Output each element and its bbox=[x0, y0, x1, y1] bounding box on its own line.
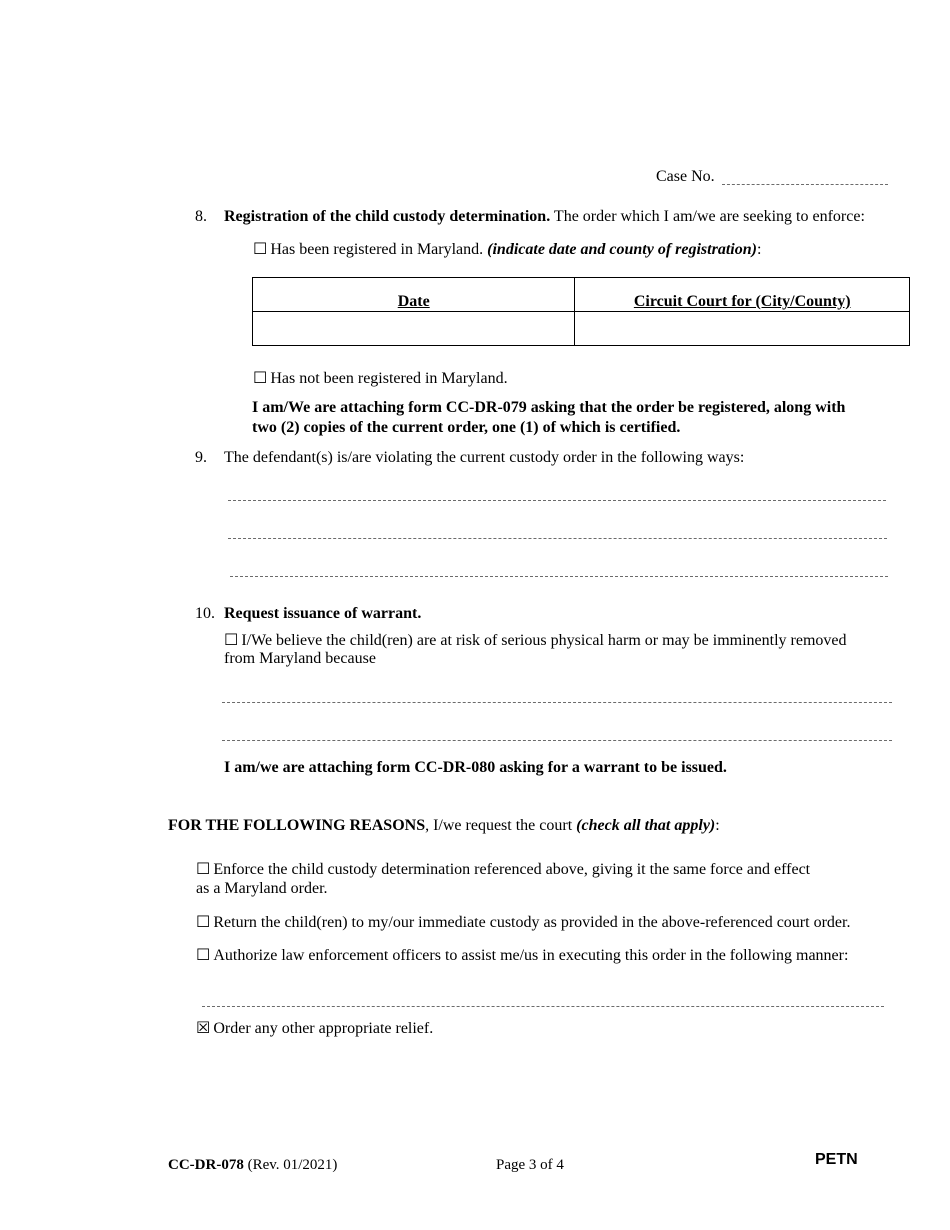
registration-table bbox=[252, 277, 910, 346]
enforce-checkbox[interactable]: ☐ bbox=[196, 859, 211, 878]
reasons-colon: : bbox=[715, 817, 720, 834]
case-number-label bbox=[656, 168, 715, 186]
warrant-risk-line2: from Maryland because bbox=[224, 650, 376, 667]
reasons-heading bbox=[168, 817, 720, 835]
violation-line-3[interactable] bbox=[230, 576, 888, 577]
case-number-field[interactable] bbox=[722, 184, 888, 185]
registration-court-cell[interactable] bbox=[575, 312, 910, 346]
enforce-line2: as a Maryland order. bbox=[196, 880, 328, 897]
attach-079-note-line2: two (2) copies of the current order, one (1) of which is certified. bbox=[252, 419, 681, 436]
section-8-number: 8. bbox=[195, 208, 207, 225]
reasons-heading-text: , I/we request the court bbox=[425, 817, 577, 834]
warrant-risk-checkbox[interactable]: ☐ bbox=[224, 630, 239, 649]
return-option[interactable] bbox=[196, 912, 850, 932]
violation-line-2[interactable] bbox=[228, 538, 887, 539]
authorize-manner-line[interactable] bbox=[202, 1006, 884, 1007]
enforce-option[interactable] bbox=[196, 859, 810, 879]
section-9-number: 9. bbox=[195, 449, 207, 466]
section-10-number: 10. bbox=[195, 605, 215, 622]
not-registered-checkbox[interactable]: ☐ bbox=[253, 368, 268, 387]
page-number: Page 3 of 4 bbox=[496, 1157, 564, 1173]
registered-instruction: (indicate date and county of registration) bbox=[487, 241, 757, 258]
authorize-label: Authorize law enforcement officers to assist me/us in executing this order in the following manner: bbox=[213, 947, 849, 964]
section-8-heading bbox=[224, 208, 865, 226]
reasons-instruction: (check all that apply) bbox=[576, 817, 716, 834]
return-checkbox[interactable]: ☐ bbox=[196, 912, 211, 931]
violation-line-1[interactable] bbox=[228, 500, 886, 501]
registration-date-cell[interactable] bbox=[253, 312, 575, 346]
section-8-title: Registration of the child custody determination. bbox=[224, 208, 551, 225]
return-label: Return the child(ren) to my/our immediate custody as provided in the above-referenced court order. bbox=[213, 914, 851, 931]
section-8-text: The order which I am/we are seeking to enforce: bbox=[550, 208, 865, 225]
authorize-option[interactable] bbox=[196, 945, 848, 965]
enforce-line1: Enforce the child custody determination referenced above, giving it the same force and effect bbox=[213, 861, 811, 878]
registered-checkbox[interactable]: ☐ bbox=[253, 239, 268, 258]
attach-079-note-line1: I am/We are attaching form CC-DR-079 asking that the order be registered, along with bbox=[252, 399, 846, 416]
registered-label: Has been registered in Maryland. bbox=[270, 241, 488, 258]
section-10-title: Request issuance of warrant. bbox=[224, 605, 422, 622]
form-code: PETN bbox=[815, 1151, 858, 1168]
footer-form-id bbox=[168, 1157, 337, 1174]
form-revision: (Rev. 01/2021) bbox=[243, 1157, 338, 1173]
case-no-text: Case No. bbox=[656, 168, 715, 185]
attach-080-note: I am/we are attaching form CC-DR-080 asking for a warrant to be issued. bbox=[224, 759, 727, 776]
date-column-header: Date bbox=[253, 278, 575, 312]
authorize-checkbox[interactable]: ☐ bbox=[196, 945, 211, 964]
warrant-reason-line-2[interactable] bbox=[222, 740, 892, 741]
other-relief-option[interactable] bbox=[196, 1018, 433, 1038]
warrant-risk-line1: I/We believe the child(ren) are at risk of serious physical harm or may be imminently removed bbox=[241, 632, 847, 649]
other-relief-label: Order any other appropriate relief. bbox=[213, 1020, 434, 1037]
not-registered-label: Has not been registered in Maryland. bbox=[270, 370, 508, 387]
court-column-header: Circuit Court for (City/County) bbox=[575, 278, 910, 312]
other-relief-checkbox[interactable]: ☒ bbox=[196, 1018, 211, 1037]
form-id: CC-DR-078 bbox=[168, 1157, 244, 1173]
warrant-risk-option[interactable] bbox=[224, 630, 847, 650]
reasons-heading-bold: FOR THE FOLLOWING REASONS bbox=[168, 817, 426, 834]
warrant-reason-line-1[interactable] bbox=[222, 702, 892, 703]
registered-option[interactable] bbox=[253, 239, 761, 259]
registered-colon: : bbox=[756, 241, 762, 258]
section-9-text: The defendant(s) is/are violating the current custody order in the following ways: bbox=[224, 449, 745, 466]
not-registered-option[interactable] bbox=[253, 368, 508, 388]
